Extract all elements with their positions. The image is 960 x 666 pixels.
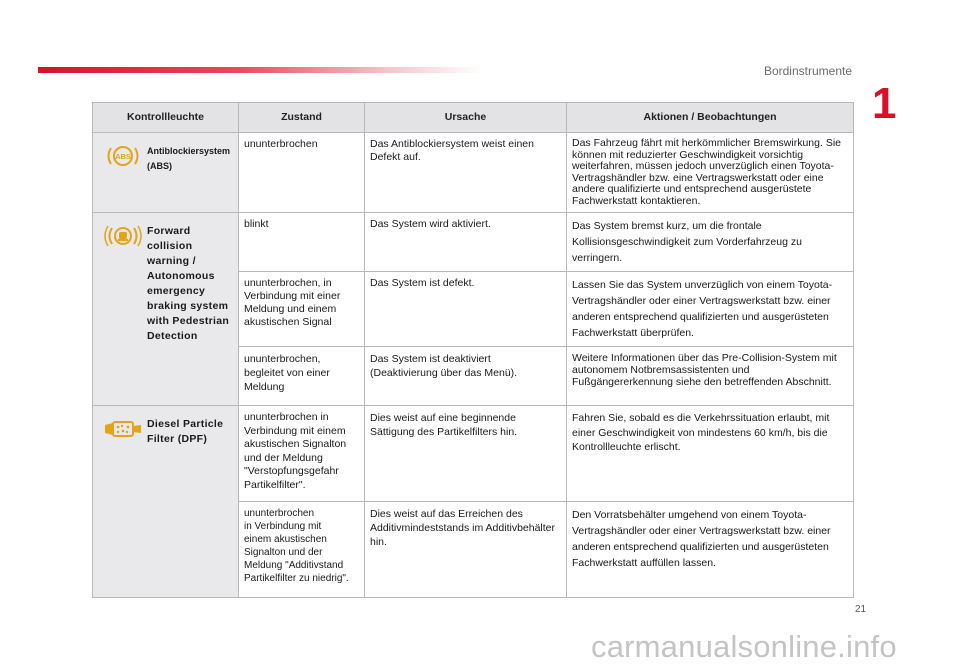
page-number: 21	[855, 604, 867, 615]
table-row	[93, 213, 854, 272]
column-header-zustand: Zustand	[239, 103, 365, 133]
indicator-table	[92, 102, 854, 598]
zustand-cell: ununterbrochen in Verbindung mit einem akustischen Signalton und der Meldung "Additivstand Partikelfilter zu niedrig".	[239, 502, 365, 598]
column-header-aktionen: Aktionen / Beobachtungen	[567, 103, 854, 133]
ursache-cell: Dies weist auf eine beginnende Sättigung des Partikelfilters hin.	[365, 406, 567, 502]
zustand-cell: blinkt	[239, 213, 365, 272]
ursache-cell: Das System wird aktiviert.	[365, 213, 567, 272]
ursache-cell: Das System ist deaktiviert (Deaktivierung über das Menü).	[365, 347, 567, 406]
diesel-particle-filter-icon	[103, 417, 143, 441]
table-header-row	[93, 103, 854, 133]
indicator-name: Antiblockiersystem (ABS)	[147, 146, 231, 171]
indicator-cell-abs	[93, 133, 239, 213]
indicator-name: Diesel Particle Filter (DPF)	[147, 418, 224, 445]
table-row	[93, 406, 854, 502]
zustand-cell: ununterbrochen, in Verbindung mit einer Meldung und einem akustischen Signal	[239, 272, 365, 347]
aktion-cell: Lassen Sie das System unverzüglich von einem Toyota-Vertragshändler oder einer Vertragswerkstatt bzw. einer anderen entsprechend qualifizierten und ausgerüsteten Fachwerkstatt überprüfen.	[567, 272, 854, 347]
ursache-cell: Dies weist auf das Erreichen des Additivmindeststands im Additivbehälter hin.	[365, 502, 567, 598]
aktion-cell: Das System bremst kurz, um die frontale Kollisionsgeschwindigkeit zum Vorderfahrzeug zu verringern.	[567, 213, 854, 272]
header-accent-bar	[38, 67, 483, 73]
aktion-cell: Weitere Informationen über das Pre-Collision-System mit autonomem Notbremsassistenten und Fußgängererkennung siehe den betreffenden Abschnitt.	[567, 347, 854, 406]
indicator-cell-dpf	[93, 406, 239, 598]
zustand-cell: ununterbrochen in Verbindung mit einem akustischen Signalton und der Meldung "Verstopfungsgefahr Partikelfilter".	[239, 406, 365, 502]
zustand-cell: ununterbrochen, begleitet von einer Meldung	[239, 347, 365, 406]
abs-warning-icon	[103, 144, 143, 168]
ursache-cell: Das System ist defekt.	[365, 272, 567, 347]
column-header-ursache: Ursache	[365, 103, 567, 133]
indicator-name: Forward collision warning / Autonomous emergency braking system with Pedestrian Detection	[147, 225, 230, 342]
pre-collision-warning-icon	[103, 224, 143, 248]
zustand-cell: ununterbrochen	[239, 133, 365, 213]
section-title: Bordinstrumente	[763, 64, 852, 78]
watermark: carmanualsonline.info	[591, 629, 897, 664]
table-row	[93, 133, 854, 213]
aktion-cell: Den Vorratsbehälter umgehend von einem Toyota-Vertragshändler oder einer Vertragswerkstatt bzw. einer anderen entsprechend qualifizierten und ausgerüsteten Fachwerkstatt auffüllen lassen.	[567, 502, 854, 598]
column-header-kontrollleuchte: Kontrollleuchte	[93, 103, 239, 133]
aktion-cell: Das Fahrzeug fährt mit herkömmlicher Bremswirkung. Sie können mit reduzierter Geschwindigkeit vorsichtig weiterfahren, müssen jedoch unverzüglich einen Toyota-Vertragshändler bzw. eine Vertragswerkstatt oder eine andere qualifizierte und entsprechend ausgerüstete Fachwerkstatt kontaktieren.	[567, 133, 854, 213]
ursache-cell: Das Antiblockiersystem weist einen Defekt auf.	[365, 133, 567, 213]
svg-text:ABS: ABS	[115, 152, 131, 161]
indicator-cell-forward-collision	[93, 213, 239, 406]
aktion-cell: Fahren Sie, sobald es die Verkehrssituation erlaubt, mit einer Geschwindigkeit von mindestens 60 km/h, bis die Kontrollleuchte erlischt.	[567, 406, 854, 502]
chapter-number: 1	[872, 79, 897, 128]
